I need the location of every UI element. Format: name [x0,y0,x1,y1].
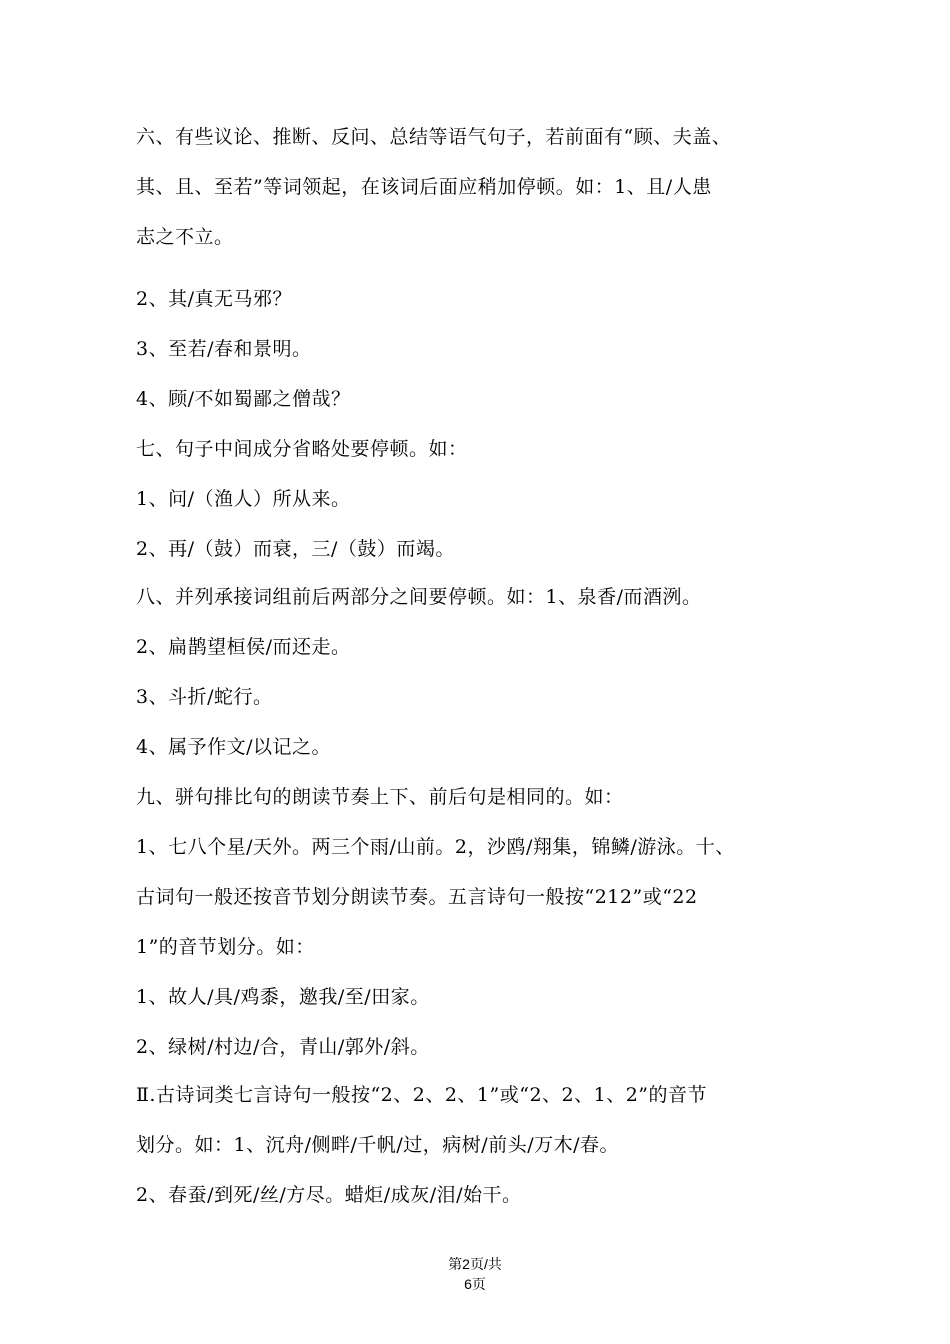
text-line: 2、春蚕/到死/丝/方尽。蜡炬/成灰/泪/始干。 [136,1184,522,1206]
text-line: 3、至若/春和景明。 [136,338,312,360]
text-line: 1、故人/具/鸡黍，邀我/至/田家。 [136,986,430,1008]
text-line: 4、顾/不如蜀鄙之僧哉？ [136,388,351,410]
text-line: 九、骈句排比句的朗读节奏上下、前后句是相同的。如： [136,786,624,808]
text-line: 1、七八个星/天外。两三个雨/山前。2，沙鸥/翔集，锦鳞/游泳。十、 [136,836,735,858]
text-line: 1、问/（渔人）所从来。 [136,488,351,510]
text-line: 2、扁鹊望桓侯/而还走。 [136,636,351,658]
text-line: Ⅱ.古诗词类七言诗句一般按“2、2、2、1”或“2、2、1、2”的音节 [136,1084,708,1106]
text-line: 2、其/真无马邪？ [136,288,292,310]
text-line: 2、再/（鼓）而衰，三/（鼓）而竭。 [136,538,455,560]
text-line: 3、斗折/蛇行。 [136,686,273,708]
page-number-line-1: 第2页/共 [448,1256,502,1272]
text-line: 4、属予作文/以记之。 [136,736,331,758]
text-line: 划分。如：1、沉舟/侧畔/千帆/过，病树/前头/万木/春。 [136,1134,619,1156]
text-line: 1”的音节划分。如： [136,936,315,958]
page-number-line-2: 6页 [464,1276,486,1292]
text-line: 七、句子中间成分省略处要停顿。如： [136,438,468,460]
text-line: 2、绿树/村边/合，青山/郭外/斜。 [136,1036,430,1058]
text-line: 其、且、至若”等词领起，在该词后面应稍加停顿。如：1、且/人患 [136,176,712,198]
text-line: 古词句一般还按音节划分朗读节奏。五言诗句一般按“212”或“22 [136,886,698,908]
text-line: 志之不立。 [136,226,234,248]
text-line: 六、有些议论、推断、反问、总结等语气句子，若前面有“顾、夫盖、 [136,126,732,148]
text-line: 八、并列承接词组前后两部分之间要停顿。如：1、泉香/而酒洌。 [136,586,702,608]
